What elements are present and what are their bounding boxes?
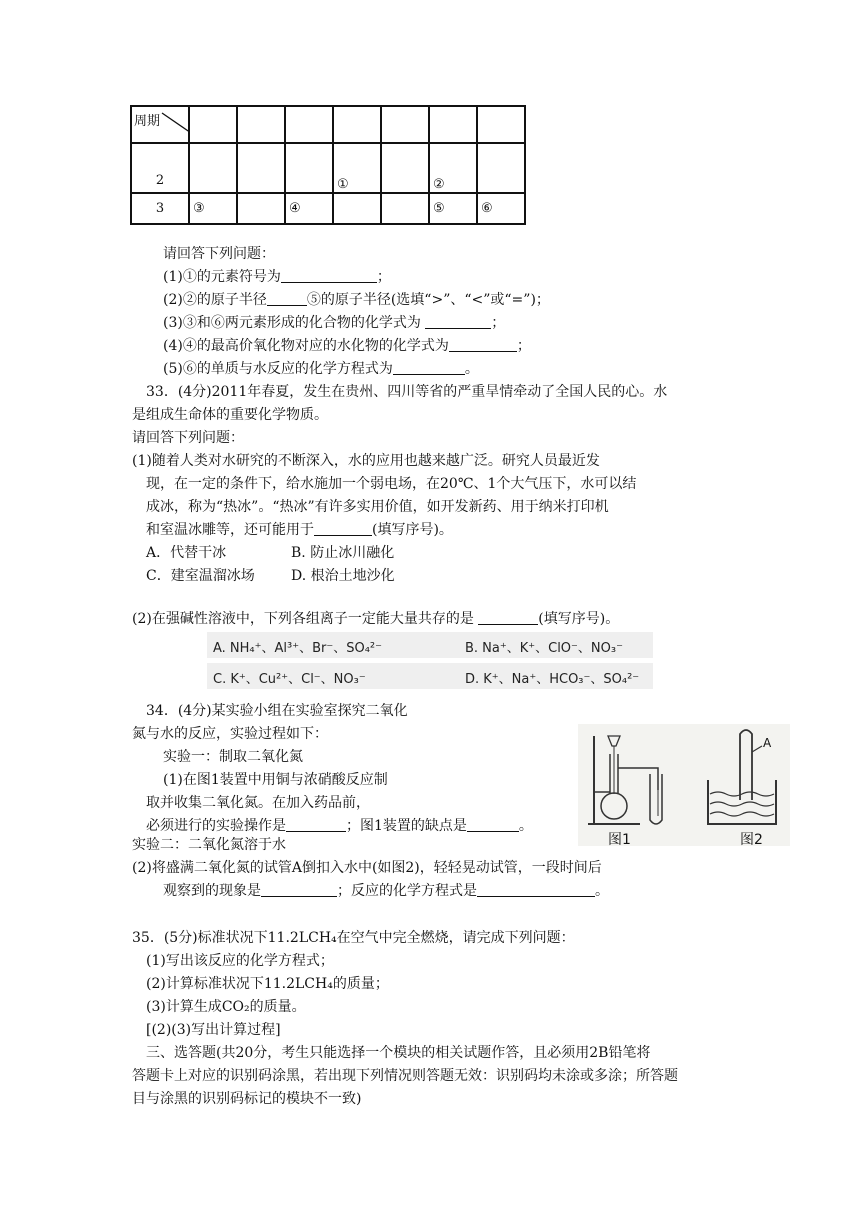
option-d: D. 根治土地沙化 — [291, 568, 395, 584]
option-a: A．代替干冰 — [146, 545, 227, 561]
section3-line2: 答题卡上对应的识别码涂黑，若出现下列情况则答题无效：识别码均未涂或多涂；所答题 — [132, 1068, 678, 1084]
answer-blank[interactable] — [477, 882, 595, 897]
table-cell: ③ — [189, 193, 237, 224]
section3-line3: 目与涂黑的识别码标记的模块不一致) — [132, 1091, 362, 1107]
table-cell — [237, 193, 285, 224]
q34-exp2: 实验二：二氧化氮溶于水 — [132, 837, 286, 853]
q33-line1: 33．(4分)2011年春夏，发生在贵州、四川等省的严重旱情牵动了全国人民的心。水 — [146, 384, 668, 400]
ion-option-b: B. Na⁺、K⁺、ClO⁻、NO₃⁻ — [465, 641, 623, 656]
table-cell: ⑤ — [429, 193, 477, 224]
answer-blank[interactable] — [393, 360, 465, 375]
table-cell: ② — [429, 143, 477, 193]
answer-blank[interactable] — [478, 610, 538, 625]
diagonal-line — [132, 107, 189, 138]
q35-s3: (3)计算生成CO₂的质量。 — [146, 999, 306, 1015]
table-corner-header — [131, 106, 189, 143]
answer-blank[interactable] — [267, 291, 307, 306]
q33-p1-line2: 现，在一定的条件下，给水施加一个弱电场，在20℃、1个大气压下，水可以结 — [146, 476, 637, 492]
q33-p1-line4: 和室温冰雕等，还可能用于 (填写序号)。 — [146, 522, 453, 538]
q32-item-2: (2)②的原子半径 ⑤的原子半径(选填“>”、“<”或“=”)； — [163, 292, 550, 308]
q34-s2: 取并收集二氧化氮。在加入药品前， — [146, 795, 370, 811]
table-cell — [381, 143, 429, 193]
period-number: 2 — [131, 143, 189, 193]
apparatus-figure — [578, 724, 790, 846]
answer-blank[interactable] — [425, 314, 491, 329]
period-header-label: 周期 — [134, 114, 161, 129]
q33-p2: (2)在强碱性溶液中，下列各组离子一定能大量共存的是 (填写序号)。 — [132, 611, 620, 627]
answer-blank[interactable] — [314, 521, 372, 536]
tube-label-a: A — [763, 736, 772, 750]
q34-s5: 观察到的现象是 ；反应的化学方程式是 。 — [163, 883, 609, 899]
q34-line1: 34．(4分)某实验小组在实验室探究二氧化 — [146, 703, 408, 719]
table-cell — [333, 193, 381, 224]
ion-option-a: A. NH₄⁺、Al³⁺、Br⁻、SO₄²⁻ — [213, 641, 382, 656]
answer-blank[interactable] — [261, 882, 337, 897]
q35-s4: [(2)(3)写出计算过程] — [146, 1022, 281, 1038]
q34-exp1: 实验一：制取二氧化氮 — [163, 749, 303, 765]
answer-blank[interactable] — [281, 268, 377, 283]
answer-blank[interactable] — [449, 337, 517, 352]
table-cell: ① — [333, 143, 381, 193]
period-number: 3 — [131, 193, 189, 224]
figure-1-caption: 图1 — [608, 832, 631, 848]
ion-options-row1 — [207, 632, 653, 658]
table-cell — [189, 143, 237, 193]
ion-options-row2 — [207, 663, 653, 689]
table-row — [131, 193, 525, 224]
table-cell — [477, 143, 525, 193]
answer-blank[interactable] — [286, 817, 346, 832]
q35-s2: (2)计算标准状况下11.2LCH₄的质量； — [146, 976, 389, 992]
q34-s3: 必须进行的实验操作是 ；图1装置的缺点是 。 — [146, 818, 533, 834]
q34-s4: (2)将盛满二氧化氮的试管A倒扣入水中(如图2)，轻轻晃动试管，一段时间后 — [132, 860, 602, 876]
option-c: C．建室温溜冰场 — [146, 568, 255, 584]
q32-intro: 请回答下列问题： — [163, 246, 275, 262]
q34-s1: (1)在图1装置中用铜与浓硝酸反应制 — [163, 772, 388, 788]
periodic-table — [130, 105, 526, 225]
section3-line1: 三、选答题(共20分，考生只能选择一个模块的相关试题作答，且必须用2B铅笔将 — [146, 1045, 651, 1061]
answer-blank[interactable] — [467, 817, 519, 832]
figure-2-caption: 图2 — [740, 832, 763, 848]
apparatus-drawing — [578, 724, 790, 846]
table-row — [131, 143, 525, 193]
q35-s1: (1)写出该反应的化学方程式； — [146, 953, 334, 969]
table-cell — [381, 193, 429, 224]
table-cell: ⑥ — [477, 193, 525, 224]
q32-item-4: (4)④的最高价氧化物对应的水化物的化学式为 ； — [163, 338, 531, 354]
q33-line2: 是组成生命体的重要化学物质。 — [132, 407, 328, 423]
table-cell: ④ — [285, 193, 333, 224]
q33-p1-line3: 成冰，称为“热冰”。“热冰”有许多实用价值，如开发新药、用于纳米打印机 — [146, 499, 609, 515]
q33-line3: 请回答下列问题： — [132, 430, 244, 446]
q32-item-1: (1)①的元素符号为 ； — [163, 269, 391, 285]
ion-option-c: C. K⁺、Cu²⁺、Cl⁻、NO₃⁻ — [213, 672, 366, 687]
q32-item-5: (5)⑥的单质与水反应的化学方程式为 。 — [163, 361, 479, 377]
option-b: B. 防止冰川融化 — [291, 545, 395, 561]
table-cell — [285, 143, 333, 193]
table-cell — [237, 143, 285, 193]
q33-p1-line1: (1)随着人类对水研究的不断深入，水的应用也越来越广泛。研究人员最近发 — [132, 453, 600, 469]
q34-line2: 氮与水的反应，实验过程如下： — [132, 726, 328, 742]
q35-line1: 35．(5分)标准状况下11.2LCH₄在空气中完全燃烧，请完成下列问题： — [132, 930, 575, 946]
q32-item-3: (3)③和⑥两元素形成的化合物的化学式为 ； — [163, 315, 506, 331]
ion-option-d: D. K⁺、Na⁺、HCO₃⁻、SO₄²⁻ — [465, 672, 640, 687]
